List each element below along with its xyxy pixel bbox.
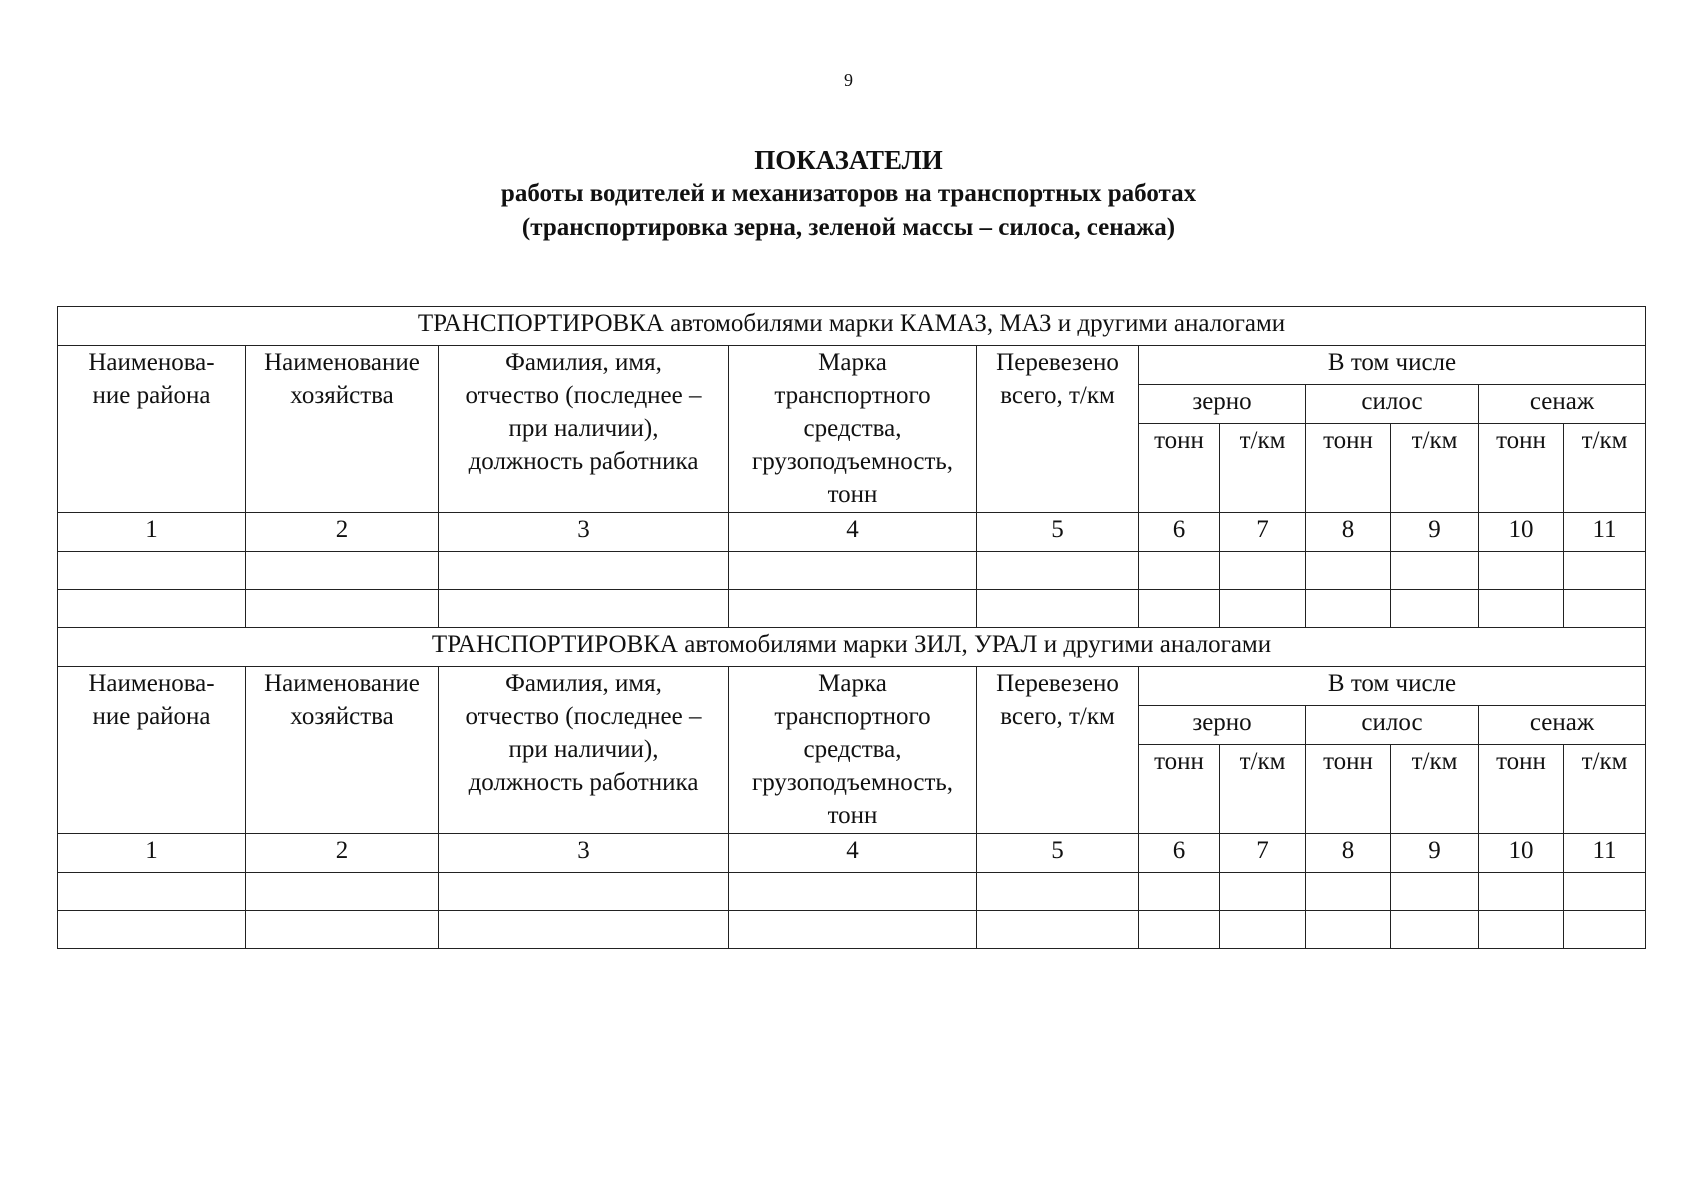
header-employee: Фамилия, имя, отчество (последнее – при наличии), должность работника [439, 346, 729, 513]
header-transported-total: Перевезено всего, т/км [977, 667, 1139, 834]
header-unit: т/км [1564, 424, 1646, 513]
empty-cell[interactable] [439, 590, 729, 628]
empty-cell[interactable] [1564, 911, 1646, 949]
column-number: 5 [977, 513, 1139, 552]
column-number: 9 [1391, 513, 1479, 552]
empty-cell[interactable] [729, 911, 977, 949]
empty-cell[interactable] [58, 552, 246, 590]
header-vehicle: Марка транспортного средства, грузоподъемность, тонн [729, 346, 977, 513]
header-farm: Наименование хозяйства [246, 346, 439, 513]
column-number: 7 [1220, 834, 1306, 873]
column-numbers-row [58, 834, 1646, 873]
empty-cell[interactable] [977, 911, 1139, 949]
empty-cell[interactable] [729, 873, 977, 911]
header-employee: Фамилия, имя, отчество (последнее – при наличии), должность работника [439, 667, 729, 834]
column-number: 3 [439, 513, 729, 552]
column-number: 8 [1306, 513, 1391, 552]
header-unit: тонн [1306, 424, 1391, 513]
column-number: 6 [1139, 834, 1220, 873]
table-row [58, 911, 1646, 949]
header-unit: т/км [1391, 424, 1479, 513]
header-unit: т/км [1220, 424, 1306, 513]
header-grain: зерно [1139, 706, 1306, 745]
column-number: 5 [977, 834, 1139, 873]
empty-cell[interactable] [977, 590, 1139, 628]
empty-cell[interactable] [246, 590, 439, 628]
column-number: 1 [58, 834, 246, 873]
column-number: 9 [1391, 834, 1479, 873]
empty-cell[interactable] [1139, 911, 1220, 949]
header-unit: тонн [1139, 745, 1220, 834]
empty-cell[interactable] [1220, 873, 1306, 911]
header-silage: силос [1306, 706, 1479, 745]
column-number: 2 [246, 513, 439, 552]
empty-cell[interactable] [246, 873, 439, 911]
empty-cell[interactable] [1220, 590, 1306, 628]
empty-cell[interactable] [58, 873, 246, 911]
header-district: Наименова- ние района [58, 667, 246, 834]
column-number: 8 [1306, 834, 1391, 873]
page-number: 9 [844, 70, 853, 90]
header-haylage: сенаж [1479, 706, 1646, 745]
empty-cell[interactable] [1564, 552, 1646, 590]
empty-cell[interactable] [246, 552, 439, 590]
title-line-3: (транспортировка зерна, зеленой массы – силоса, сенажа) [521, 214, 1176, 241]
empty-cell[interactable] [1479, 590, 1564, 628]
empty-cell[interactable] [1564, 873, 1646, 911]
header-grain: зерно [1139, 385, 1306, 424]
column-number: 3 [439, 834, 729, 873]
empty-cell[interactable] [729, 590, 977, 628]
empty-cell[interactable] [1306, 590, 1391, 628]
table-row [58, 552, 1646, 590]
header-including: В том числе [1139, 346, 1646, 385]
empty-cell[interactable] [1479, 552, 1564, 590]
column-number: 4 [729, 834, 977, 873]
header-farm: Наименование хозяйства [246, 667, 439, 834]
header-unit: т/км [1391, 745, 1479, 834]
header-unit: тонн [1479, 424, 1564, 513]
header-vehicle: Марка транспортного средства, грузоподъемность, тонн [729, 667, 977, 834]
empty-cell[interactable] [439, 873, 729, 911]
empty-cell[interactable] [1139, 590, 1220, 628]
column-number: 4 [729, 513, 977, 552]
empty-cell[interactable] [977, 552, 1139, 590]
empty-cell[interactable] [58, 911, 246, 949]
empty-cell[interactable] [1306, 552, 1391, 590]
empty-cell[interactable] [1391, 552, 1479, 590]
column-number: 10 [1479, 513, 1564, 552]
header-unit: тонн [1306, 745, 1391, 834]
indicators-table [57, 306, 1646, 949]
empty-cell[interactable] [729, 552, 977, 590]
column-number: 11 [1564, 834, 1646, 873]
empty-cell[interactable] [439, 911, 729, 949]
column-numbers-row [58, 513, 1646, 552]
title-line-2: работы водителей и механизаторов на транспортных работах [500, 180, 1197, 207]
empty-cell[interactable] [1391, 873, 1479, 911]
empty-cell[interactable] [1220, 911, 1306, 949]
header-including: В том числе [1139, 667, 1646, 706]
header-unit: тонн [1479, 745, 1564, 834]
header-district: Наименова- ние района [58, 346, 246, 513]
column-number: 6 [1139, 513, 1220, 552]
section-title: ТРАНСПОРТИРОВКА автомобилями марки КАМАЗ, МАЗ и другими аналогами [58, 307, 1646, 346]
empty-cell[interactable] [1564, 590, 1646, 628]
column-number: 11 [1564, 513, 1646, 552]
table-row [58, 590, 1646, 628]
empty-cell[interactable] [977, 873, 1139, 911]
document-title [0, 143, 1697, 245]
empty-cell[interactable] [1479, 873, 1564, 911]
header-unit: т/км [1220, 745, 1306, 834]
empty-cell[interactable] [1306, 873, 1391, 911]
empty-cell[interactable] [246, 911, 439, 949]
header-silage: силос [1306, 385, 1479, 424]
header-transported-total: Перевезено всего, т/км [977, 346, 1139, 513]
table-row [58, 873, 1646, 911]
empty-cell[interactable] [1139, 873, 1220, 911]
empty-cell[interactable] [1391, 911, 1479, 949]
column-number: 7 [1220, 513, 1306, 552]
empty-cell[interactable] [1479, 911, 1564, 949]
column-number: 1 [58, 513, 246, 552]
empty-cell[interactable] [1220, 552, 1306, 590]
column-number: 10 [1479, 834, 1564, 873]
header-unit: т/км [1564, 745, 1646, 834]
header-haylage: сенаж [1479, 385, 1646, 424]
empty-cell[interactable] [1139, 552, 1220, 590]
header-unit: тонн [1139, 424, 1220, 513]
empty-cell[interactable] [1306, 911, 1391, 949]
empty-cell[interactable] [439, 552, 729, 590]
column-number: 2 [246, 834, 439, 873]
section-title: ТРАНСПОРТИРОВКА автомобилями марки ЗИЛ, УРАЛ и другими аналогами [58, 628, 1646, 667]
empty-cell[interactable] [58, 590, 246, 628]
title-line-1: ПОКАЗАТЕЛИ [754, 145, 943, 175]
empty-cell[interactable] [1391, 590, 1479, 628]
